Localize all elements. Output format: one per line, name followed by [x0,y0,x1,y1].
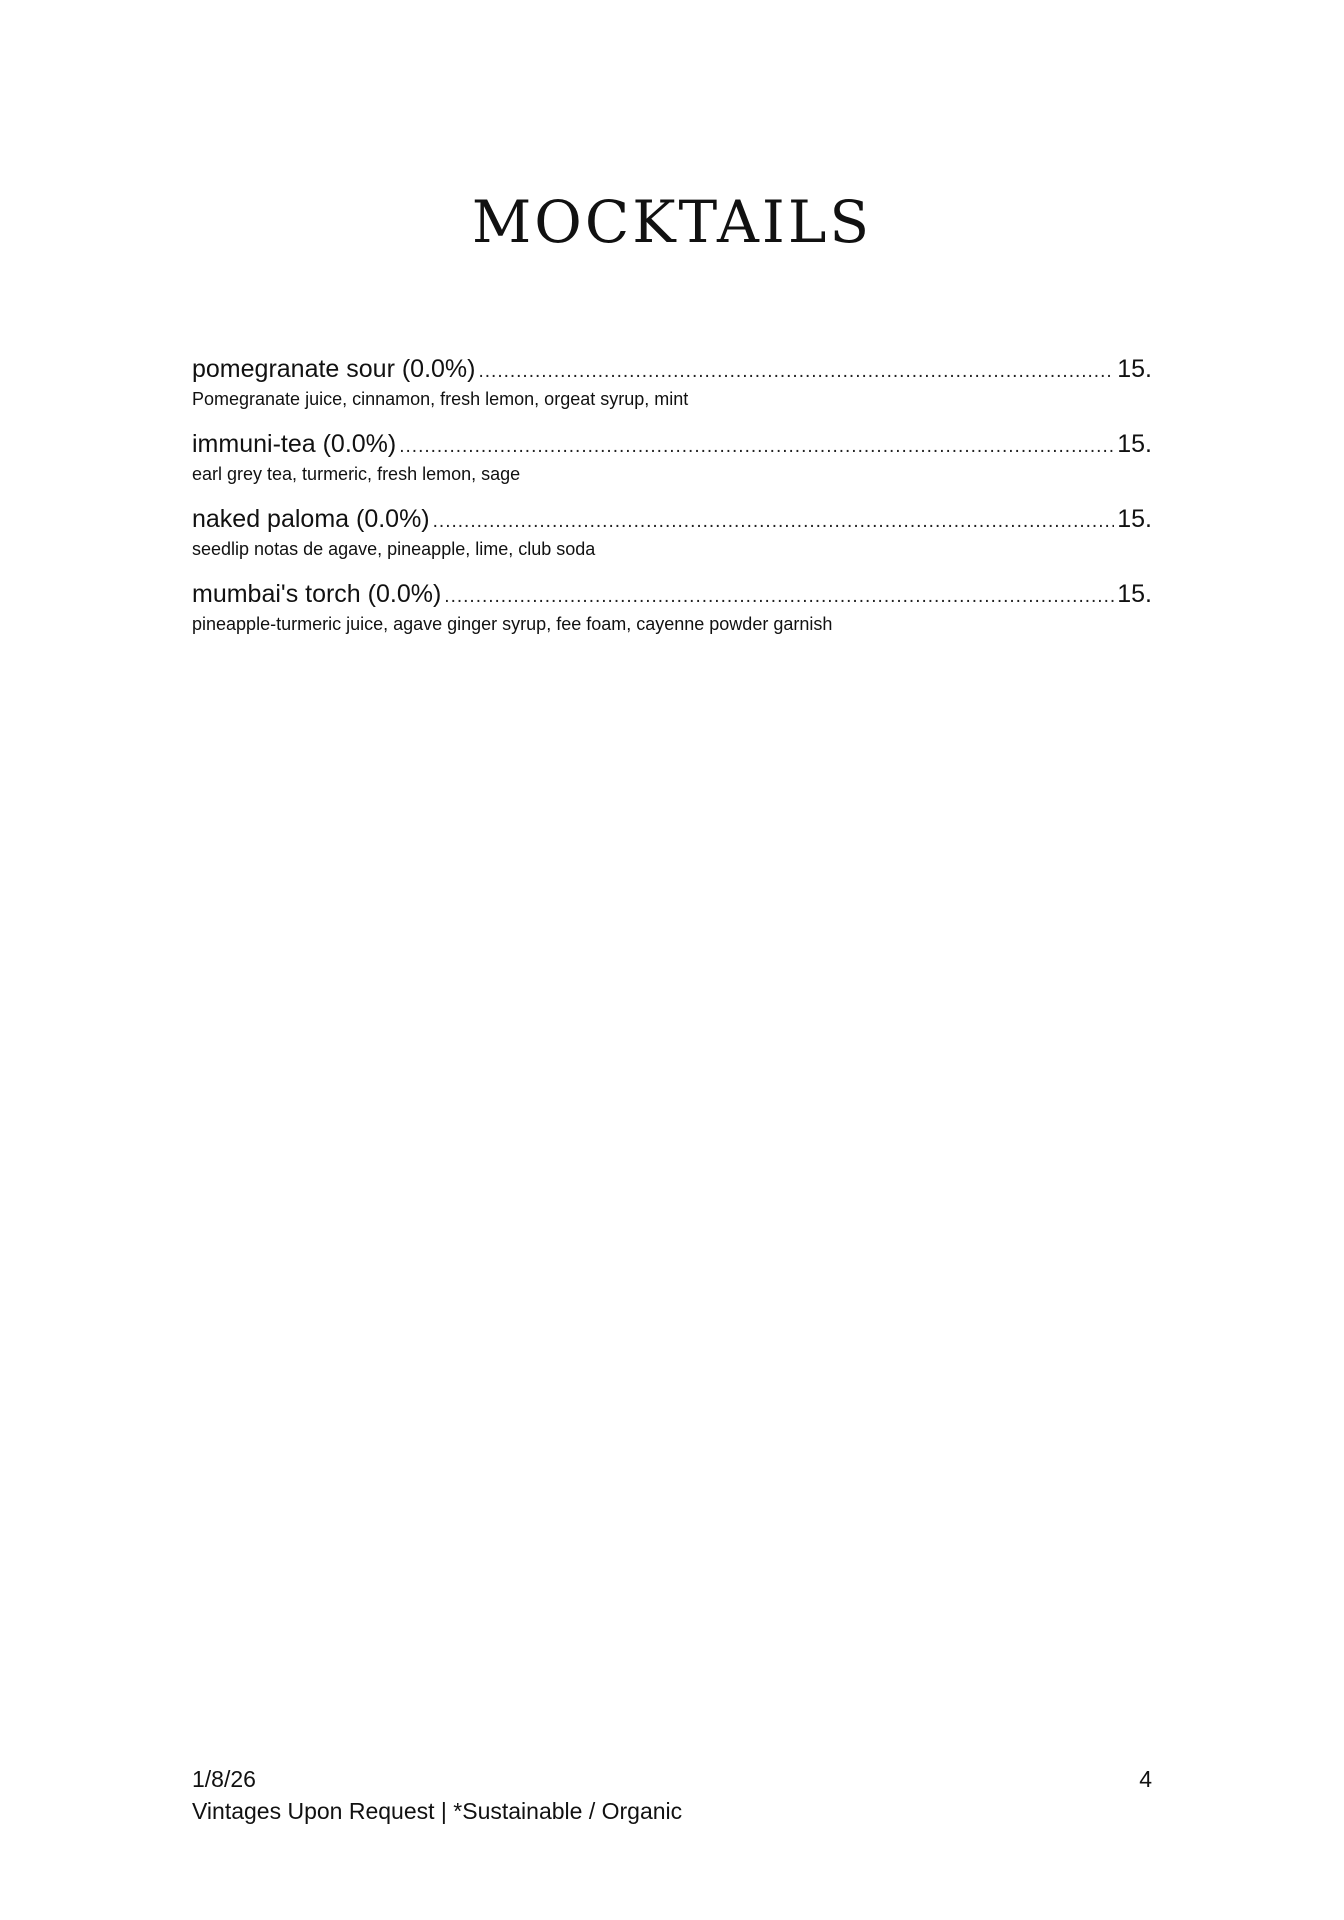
page-number: 4 [1139,1766,1152,1792]
footer-note: Vintages Upon Request | *Sustainable / Organic [192,1798,683,1824]
menu-item-line [192,425,1152,463]
dot-leader [444,578,1114,616]
menu-item-description: earl grey tea, turmeric, fresh lemon, sage [192,464,521,484]
footer-row [192,1763,1152,1795]
menu-item-price: 15. [1117,355,1152,383]
menu-item-name: pomegranate sour (0.0%) [192,355,476,383]
menu-item-price: 15. [1117,580,1152,608]
footer-date: 1/8/26 [192,1766,256,1792]
menu-item-line [192,575,1152,613]
menu-item [192,500,1152,575]
page-title: MOCKTAILS [471,188,873,256]
menu-item-description: Pomegranate juice, cinnamon, fresh lemon, orgeat syrup, mint [192,389,689,409]
menu-item-description: pineapple-turmeric juice, agave ginger syrup, fee foam, cayenne powder garnish [192,614,833,634]
menu-item-line [192,500,1152,538]
menu-item-name: mumbai's torch (0.0%) [192,580,442,608]
menu-item-price: 15. [1117,505,1152,533]
menu-item-price: 15. [1117,430,1152,458]
menu-item-line [192,350,1152,388]
menu-item-name: naked paloma (0.0%) [192,505,430,533]
menu-item-name: immuni-tea (0.0%) [192,430,397,458]
menu-item [192,350,1152,425]
dot-leader [433,503,1115,541]
menu-item-description: seedlip notas de agave, pineapple, lime, club soda [192,539,596,559]
dot-leader [478,353,1114,391]
menu-item [192,575,1152,650]
menu-item [192,425,1152,500]
page-footer [192,1763,1152,1827]
menu-list [192,350,1152,650]
dot-leader [399,428,1114,466]
